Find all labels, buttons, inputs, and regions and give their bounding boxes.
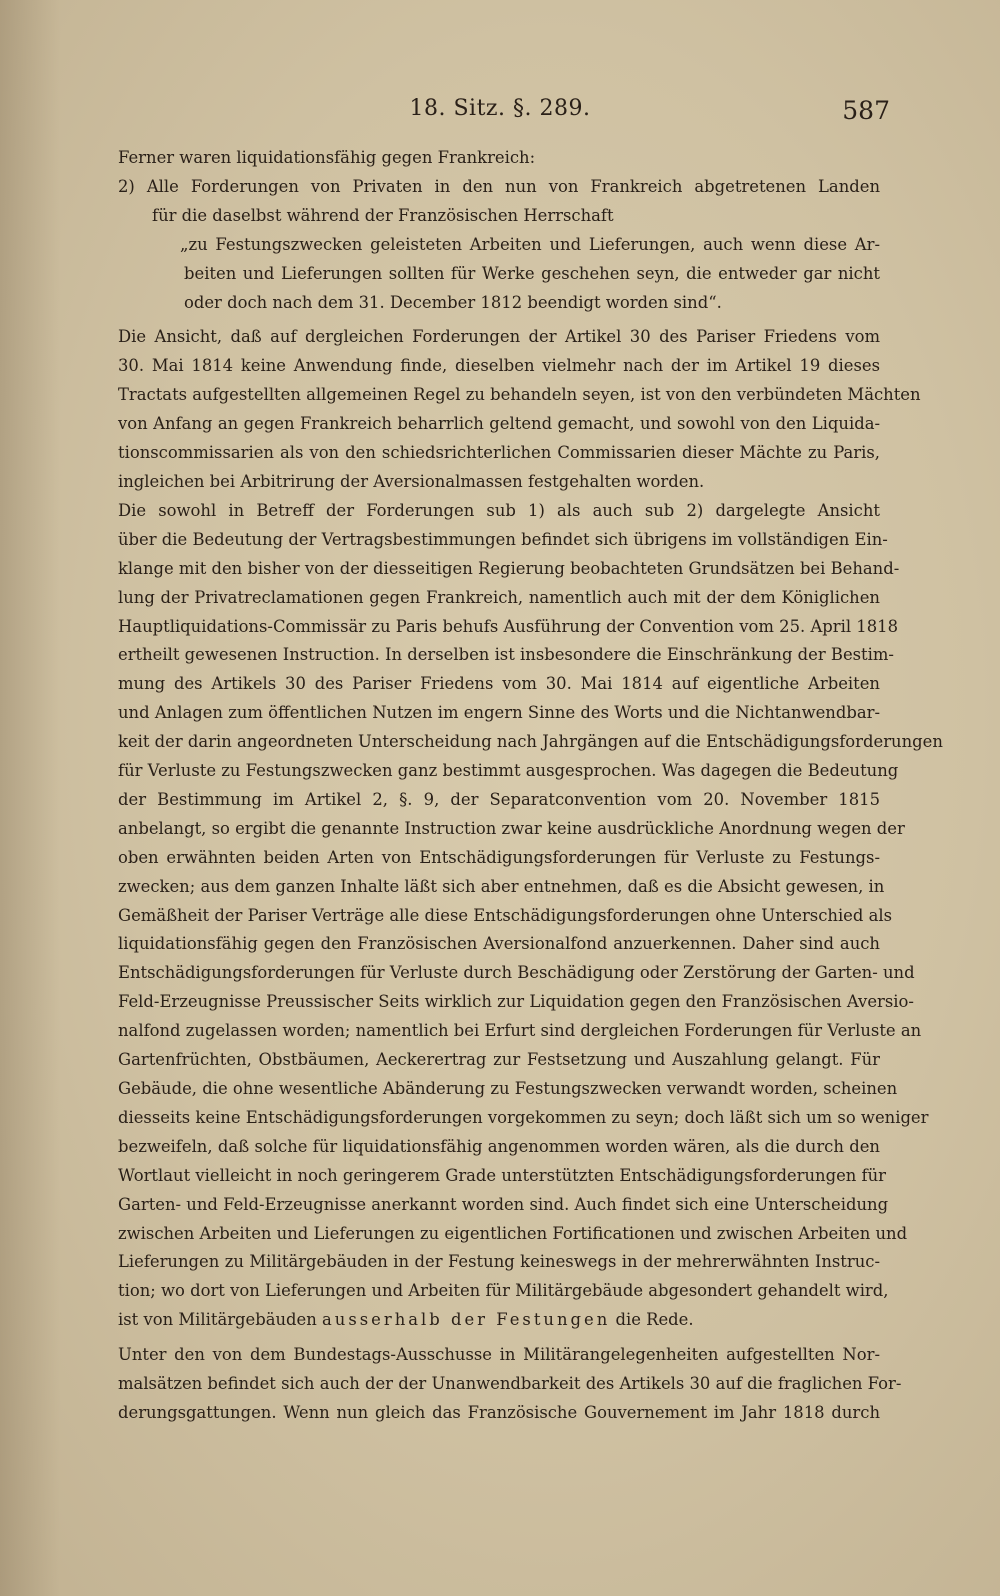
page-number: 587 <box>842 96 890 125</box>
text-fragment: ist von Militärgebäuden <box>118 1310 317 1330</box>
paragraph-2 <box>118 497 943 1335</box>
text-line: tionscommissarien als von den schiedsrichterlichen Commissarien dieser Mächte zu Paris, <box>118 443 880 463</box>
text-line: Tractats aufgestellten allgemeinen Regel zu behandeln seyen, ist von den verbündeten Mächten <box>118 385 921 405</box>
text-line: nalfond zugelassen worden; namentlich bei Erfurt sind dergleichen Forderungen für Verluste an <box>118 1021 922 1041</box>
running-title: 18. Sitz. §. 289. <box>409 96 591 121</box>
text-line: bezweifeln, daß solche für liquidationsfähig angenommen worden wären, als die durch den <box>118 1136 880 1156</box>
text-line: Gartenfrüchten, Obstbäumen, Aeckerertrag zur Festsetzung und Auszahlung gelangt. Für <box>118 1050 880 1070</box>
text-line: über die Bedeutung der Vertragsbestimmungen befindet sich übrigens im vollständigen Ein- <box>118 529 888 549</box>
text-line: Gemäßheit der Pariser Verträge alle diese Entschädigungsforderungen ohne Unterschied als <box>118 905 893 925</box>
text-line: Feld-Erzeugnisse Preussischer Seits wirklich zur Liquidation gegen den Französischen Aversio- <box>118 992 914 1012</box>
text-line: Gebäude, die ohne wesentliche Abänderung zu Festungszwecken verwandt worden, scheinen <box>118 1079 898 1098</box>
text-line: „zu Festungszwecken geleisteten Arbeiten und Lieferungen, auch wenn diese Ar- <box>180 234 880 254</box>
text-line: Lieferungen zu Militärgebäuden in der Festung keineswegs in der mehrerwähnten Instruc- <box>118 1252 880 1272</box>
text-line: 30. Mai 1814 keine Anwendung finde, dieselben vielmehr nach der im Artikel 19 dieses <box>118 356 880 376</box>
text-line: ingleichen bei Arbitrirung der Aversionalmassen festgehalten worden. <box>118 471 705 491</box>
text-line: derungsgattungen. Wenn nun gleich das Französische Gouvernement im Jahr 1818 durch <box>118 1402 880 1422</box>
text-line <box>118 1306 880 1335</box>
text-fragment: die Rede. <box>615 1310 694 1330</box>
text-line: Unter den von dem Bundestags-Ausschusse in Militärangelegenheiten aufgestellten Nor- <box>118 1345 880 1365</box>
text-line: ertheilt gewesenen Instruction. In derselben ist insbesondere die Einschränkung der Bestim- <box>118 645 894 665</box>
text-line: zwischen Arbeiten und Lieferungen zu eigentlichen Fortificationen und zwischen Arbeiten und <box>118 1223 908 1243</box>
spaced-emphasis: ausserhalb der Festungen <box>322 1310 611 1330</box>
item-2 <box>118 173 880 318</box>
text-line: Die sowohl in Betreff der Forderungen sub 1) als auch sub 2) dargelegte Ansicht <box>118 500 880 520</box>
text-line: keit der darin angeordneten Unterscheidung nach Jahrgängen auf die Entschädigungsforderungen <box>118 732 943 752</box>
text-line: für Verluste zu Festungszwecken ganz bestimmt ausgesprochen. Was dagegen die Bedeutung <box>118 761 899 781</box>
body-text <box>118 144 943 1428</box>
text-line: 2) Alle Forderungen von Privaten in den nun von Frankreich abgetretenen Landen <box>118 176 880 196</box>
text-line: der Bestimmung im Artikel 2, §. 9, der Separatconvention vom 20. November 1815 <box>118 789 880 809</box>
paragraph-3 <box>118 1341 902 1428</box>
text-line: liquidationsfähig gegen den Französischen Aversionalfond anzuerkennen. Daher sind auch <box>118 934 880 954</box>
text-line: tion; wo dort von Lieferungen und Arbeiten für Militärgebäude abgesondert gehandelt wird, <box>118 1281 889 1301</box>
intro-line: Ferner waren liquidationsfähig gegen Frankreich: <box>118 148 536 167</box>
text-line: lung der Privatreclamationen gegen Frankreich, namentlich auch mit der dem Königlichen <box>118 587 880 607</box>
text-line: mung des Artikels 30 des Pariser Friedens vom 30. Mai 1814 auf eigentliche Arbeiten <box>118 674 880 694</box>
text-line: malsätzen befindet sich auch der der Unanwendbarkeit des Artikels 30 auf die fraglichen For- <box>118 1374 902 1394</box>
text-line: beiten und Lieferungen sollten für Werke geschehen seyn, die entweder gar nicht <box>184 263 880 283</box>
text-line: klange mit den bisher von der diesseitigen Regierung beobachteten Grundsätzen bei Behand- <box>118 558 900 578</box>
text-line: Wortlaut vielleicht in noch geringerem Grade unterstützten Entschädigungsforderungen für <box>118 1165 886 1185</box>
text-line: diesseits keine Entschädigungsforderungen vorgekommen zu seyn; doch läßt sich um so weniger <box>118 1107 929 1127</box>
text-line: und Anlagen zum öffentlichen Nutzen im engern Sinne des Worts und die Nichtanwendbar- <box>118 703 880 723</box>
text-line: oben erwähnten beiden Arten von Entschädigungsforderungen für Verluste zu Festungs- <box>118 847 880 867</box>
text-line: Entschädigungsforderungen für Verluste durch Beschädigung oder Zerstörung der Garten- und <box>118 963 915 983</box>
text-line: von Anfang an gegen Frankreich beharrlich geltend gemacht, und sowohl von den Liquida- <box>118 414 880 434</box>
page-header <box>110 96 890 126</box>
text-line: oder doch nach dem 31. December 1812 beendigt worden sind“. <box>184 292 722 312</box>
text-line: Hauptliquidations-Commissär zu Paris behufs Ausführung der Convention vom 25. April 1818 <box>118 616 899 636</box>
text-line: Die Ansicht, daß auf dergleichen Forderungen der Artikel 30 des Pariser Friedens vom <box>118 327 880 347</box>
text-line: anbelangt, so ergibt die genannte Instruction zwar keine ausdrückliche Anordnung wegen der <box>118 818 905 838</box>
text-line: Garten- und Feld-Erzeugnisse anerkannt worden sind. Auch findet sich eine Unterscheidung <box>118 1194 889 1214</box>
text-line: zwecken; aus dem ganzen Inhalte läßt sich aber entnehmen, daß es die Absicht gewesen, in <box>118 876 885 896</box>
text-line: für die daselbst während der Französischen Herrschaft <box>152 205 614 225</box>
paragraph-1 <box>118 323 921 496</box>
